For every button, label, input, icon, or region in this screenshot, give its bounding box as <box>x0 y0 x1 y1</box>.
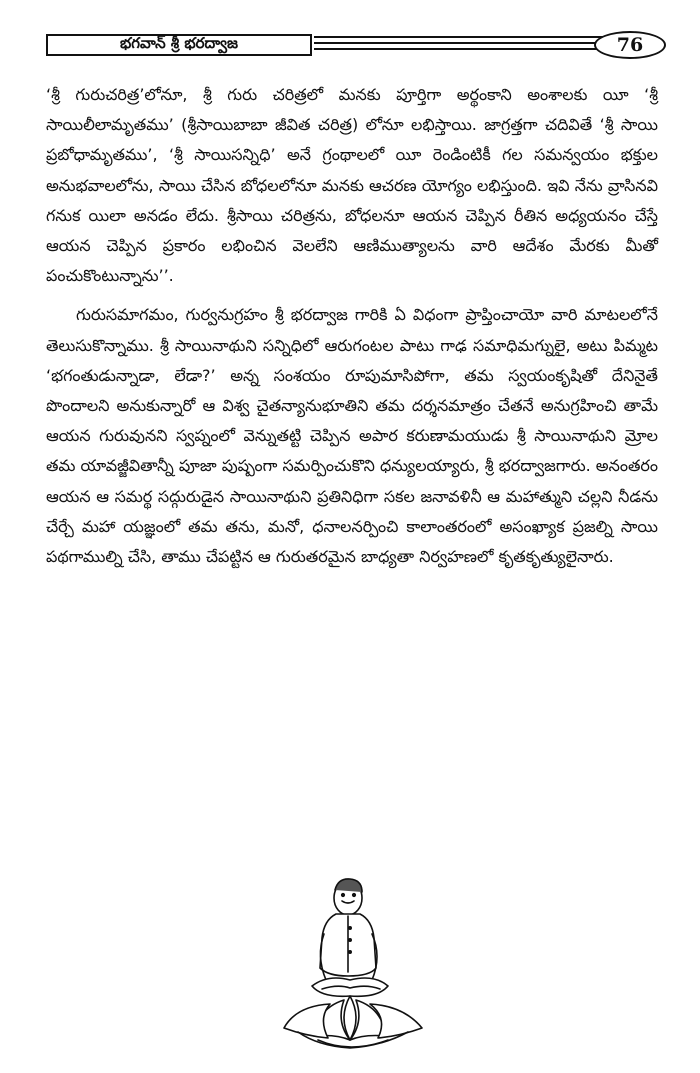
meditating-figure-on-lotus-illustration <box>278 868 428 1053</box>
paragraph: ‘శ్రీ గురుచరిత్ర’లోనూ, శ్రీ గురు చరిత్రలో మనకు పూర్తిగా అర్థంకాని అంశాలకు యీ ‘శ్రీ సాయిలీలామృతము’ (శ్రీసాయిబాబా జీవిత చరిత్ర) లోనూ లభిస్తాయి. జాగ్రత్తగా చదివితే ‘శ్రీ సాయి ప్రబోధామృతము’, ‘శ్రీ సాయిసన్నిధి’ అనే గ్రంథాలలో యీ రెండింటికీ గల సమన్వయం భక్తుల అనుభవాలలోను, సాయి చేసిన బోధలలోనూ మనకు ఆచరణ యోగ్యం లభిస్తుంది. ఇవి నేను వ్రాసినవి గనుక యిలా అనడం లేదు. శ్రీసాయి చరిత్రను, బోధలనూ ఆయన చెప్పిన రీతిన అధ్యయనం చేస్తే ఆయన చెప్పిన ప్రకారం లభించిన వెలలేని ఆణిముత్యాలను వారి ఆదేశం మేరకు మీతో పంచుకొంటున్నాను’’. <box>46 85 658 286</box>
page-number: 76 <box>594 31 666 59</box>
paragraph: గురుసమాగమం, గుర్వనుగ్రహం శ్రీ భరద్వాజ గారికి ఏ విధంగా ప్రాప్తించాయో వారి మాటలలోనే తెలుసుకొన్నాము. శ్రీ సాయినాథుని సన్నిధిలో ఆరుగంటల పాటు గాఢ సమాధిమగ్నులై, అటు పిమ్మట ‘భగంతుడున్నాడా, లేడా?’ అన్న సంశయం రూపుమాసిపోగా, తమ స్వయంకృషితో దేనినైతే పొందాలని అనుకున్నారో ఆ విశ్వ చైతన్యానుభూతిని తమ దర్శనమాత్రం చేతనే అనుగ్రహించి తామే ఆయన గురువునని స్వప్నంలో వెన్నుతట్టి చెప్పిన అపార కరుణామయుడు శ్రీ సాయినాథుని మ్రోల తమ యావజ్జీవితాన్నీ పూజా పుష్పంగా సమర్పించుకొని ధన్యులయ్యారు, శ్రీ భరద్వాజగారు. అనంతరం ఆయన ఆ సమర్థ సద్గురుడైన సాయినాథుని ప్రతినిధిగా సకల జనావళినీ ఆ మహాత్ముని చల్లని నీడను చేర్చే మహా యజ్ఞంలో తమ తను, మనో, ధనాలనర్పించి కాలాంతరంలో అసంఖ్యాక ప్రజల్ని సాయి పథగాముల్ని చేసి, తాము చేపట్టిన ఆ గురుతరమైన బాధ్యతా నిర్వహణలో కృతకృత్యులైనారు. <box>46 305 658 567</box>
running-title: భగవాన్ శ్రీ భరద్వాజ <box>46 34 312 56</box>
header-rule-lines <box>314 36 614 56</box>
main-text <box>46 80 658 581</box>
page-header <box>46 34 656 60</box>
